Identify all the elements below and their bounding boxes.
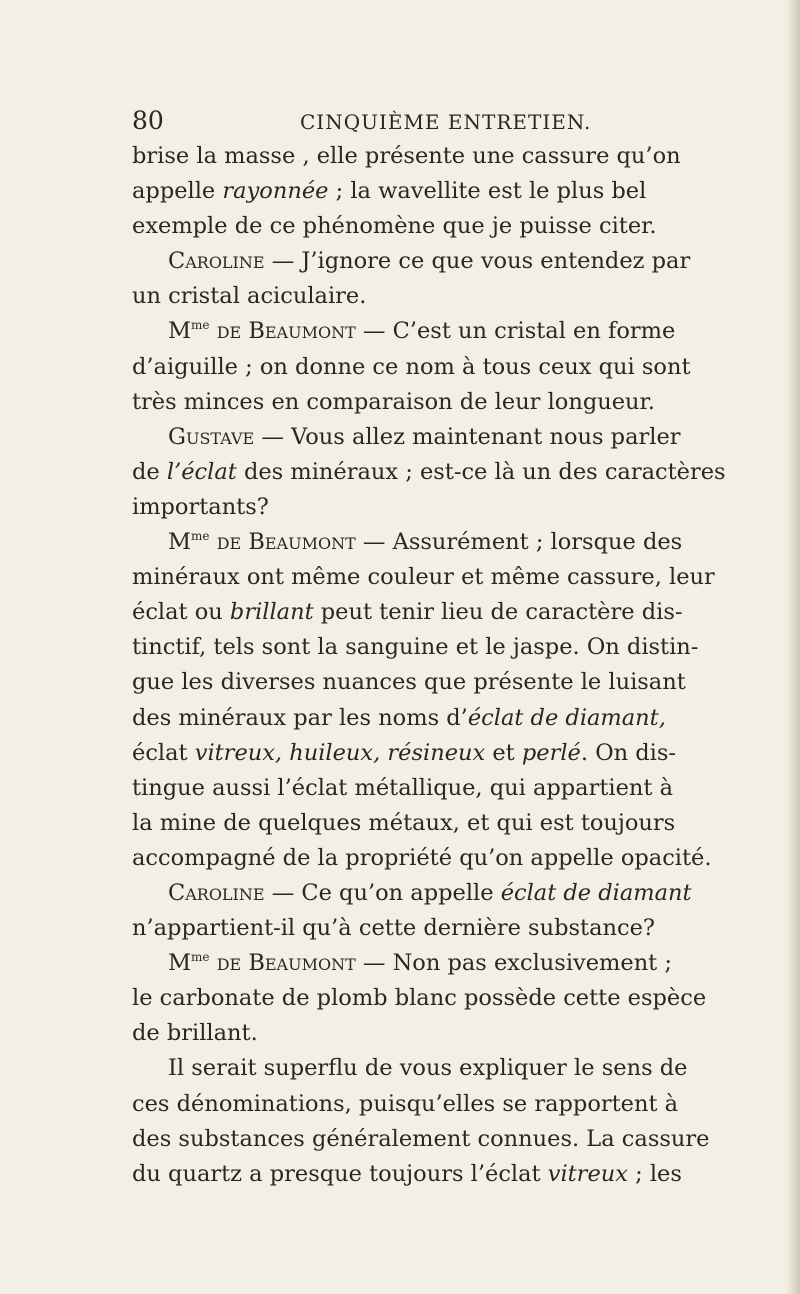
text-line: le carbonate de plomb blanc possède cette espèce: [132, 985, 707, 1012]
text-line: Il serait superflu de vous expliquer le sens de: [168, 1055, 688, 1082]
text-line: éclat vitreux, huileux, résineux et perlé. On dis-: [132, 739, 677, 766]
text-line: appelle rayonnée ; la wavellite est le plus bel: [132, 178, 647, 205]
page-number: 80: [132, 106, 164, 135]
text-line: gue les diverses nuances que présente le luisant: [132, 669, 686, 696]
speaker-title: M: [168, 950, 192, 977]
text-line: de l’éclat des minéraux ; est-ce là un des caractères: [132, 458, 726, 485]
text-line: exemple de ce phénomène que je puisse citer.: [132, 213, 657, 240]
text-line: Caroline — Ce qu’on appelle éclat de diamant: [168, 879, 692, 906]
speaker-name: de Beaumont: [216, 318, 356, 345]
speaker-name: de Beaumont: [216, 529, 356, 556]
page-header: [132, 106, 732, 138]
text-line: importants?: [132, 493, 269, 520]
body-text: [132, 139, 760, 1192]
text-line: de brillant.: [132, 1020, 258, 1047]
running-head: CINQUIÈME ENTRETIEN.: [300, 110, 592, 134]
text-line: brise la masse , elle présente une cassure qu’on: [132, 143, 681, 169]
text-line: $M^{me}$ de Beaumont — Non pas exclusivement ;: [168, 950, 672, 977]
text-line: n’appartient-il qu’à cette dernière substance?: [132, 915, 655, 942]
text-line: un cristal aciculaire.: [132, 283, 367, 310]
text-line: tingue aussi l’éclat métallique, qui appartient à: [132, 774, 673, 801]
text-line: $M^{me}$ de Beaumont — C’est un cristal en forme: [168, 318, 676, 345]
text-line: ces dénominations, puisqu’elles se rapportent à: [132, 1090, 679, 1117]
speaker-title: M: [168, 529, 192, 556]
text-line: Gustave — Vous allez maintenant nous parler: [168, 423, 681, 450]
text-line: accompagné de la propriété qu’on appelle opacité.: [132, 844, 712, 871]
text-line: Caroline — J’ignore ce que vous entendez par: [168, 248, 691, 275]
text-line: tinctif, tels sont la sanguine et le jaspe. On distin-: [132, 634, 699, 661]
speaker-title: M: [168, 318, 192, 345]
text-line: minéraux ont même couleur et même cassure, leur: [132, 564, 715, 591]
text-line: $M^{me}$ de Beaumont — Assurément ; lorsque des: [168, 529, 683, 556]
speaker-name: Gustave: [168, 423, 255, 450]
text-line: d’aiguille ; on donne ce nom à tous ceux qui sont: [132, 353, 691, 380]
text-line: du quartz a presque toujours l’éclat vitreux ; les: [132, 1160, 682, 1187]
speaker-name: Caroline: [168, 879, 265, 906]
text-line: des minéraux par les noms d’éclat de diamant,: [132, 704, 666, 731]
text-line: des substances généralement connues. La cassure: [132, 1125, 710, 1152]
text-line: très minces en comparaison de leur longueur.: [132, 388, 655, 415]
speaker-name: Caroline: [168, 248, 265, 275]
text-line: éclat ou brillant peut tenir lieu de caractère dis-: [132, 599, 683, 626]
page-edge: [786, 0, 800, 1294]
text-line: la mine de quelques métaux, et qui est toujours: [132, 809, 676, 836]
speaker-name: de Beaumont: [216, 950, 356, 977]
